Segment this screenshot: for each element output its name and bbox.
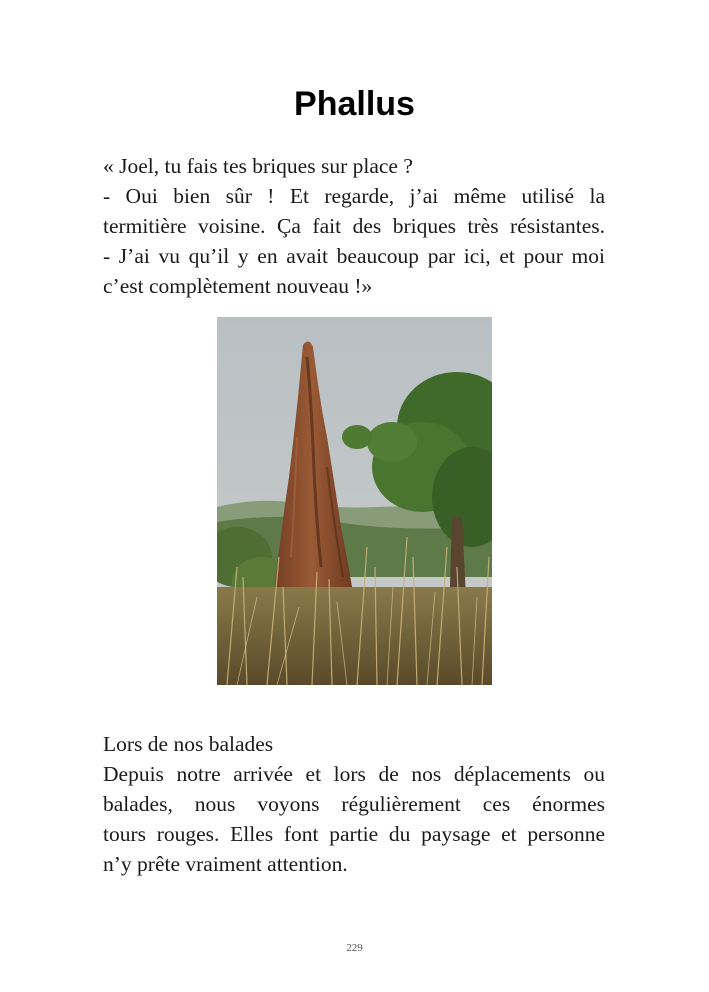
section-line: Depuis notre arrivée et lors de nos déplacements ou [103, 762, 605, 786]
section-line: tours rouges. Elles font partie du paysage et personne [103, 822, 605, 846]
page-title: Phallus [294, 85, 415, 123]
page-number: 229 [346, 942, 363, 954]
section-heading: Lors de nos balades [103, 732, 274, 756]
dialogue-line: c’est complètement nouveau !» [103, 274, 373, 298]
section-line: n’y prête vraiment attention. [103, 852, 348, 876]
termite-mound-photo [217, 317, 492, 685]
section-line: balades, nous voyons régulièrement ces énormes [103, 792, 605, 816]
dialogue-line: « Joel, tu fais tes briques sur place ? [103, 154, 413, 178]
dialogue-line: termitière voisine. Ça fait des briques très résistantes. [103, 214, 605, 238]
dialogue-paragraph [103, 151, 605, 301]
dialogue-line: - Oui bien sûr ! Et regarde, j’ai même utilisé la [103, 184, 605, 208]
section-paragraph [103, 729, 605, 879]
dialogue-line: - J’ai vu qu’il y en avait beaucoup par ici, et pour moi [103, 244, 605, 268]
